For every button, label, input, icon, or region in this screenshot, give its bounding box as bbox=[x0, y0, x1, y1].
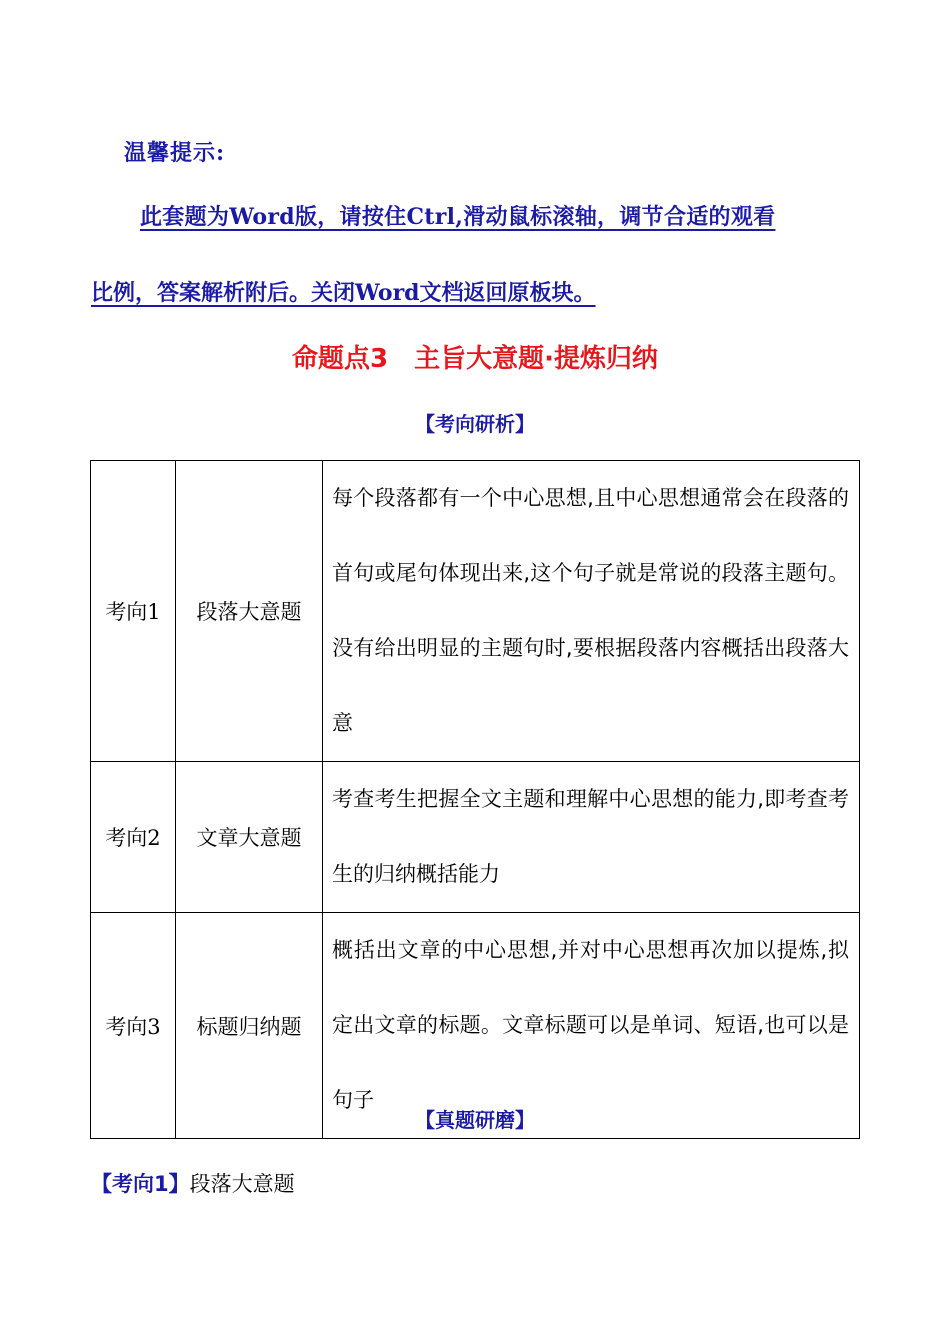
description-cell: 考查考生把握全文主题和理解中心思想的能力,即考查考生的归纳概括能力 bbox=[323, 762, 860, 913]
notice-line-1[interactable]: 此套题为Word版，请按住Ctrl,滑动鼠标滚轴，调节合适的观看 bbox=[140, 204, 776, 230]
table-row bbox=[91, 461, 860, 762]
page-title: 命题点3 主旨大意题·提炼归纳 bbox=[292, 344, 658, 374]
direction-cell: 考向3 bbox=[91, 913, 176, 1139]
sub-heading-label: 【考向1】 bbox=[91, 1172, 190, 1196]
type-name-cell: 段落大意题 bbox=[176, 461, 323, 762]
section-heading-analysis: 【考向研析】 bbox=[415, 412, 535, 436]
notice-line-2[interactable]: 比例，答案解析附后。关闭Word文档返回原板块。 bbox=[91, 280, 596, 306]
direction-cell: 考向2 bbox=[91, 762, 176, 913]
description-cell: 每个段落都有一个中心思想,且中心思想通常会在段落的首句或尾句体现出来,这个句子就是常说的段落主题句。没有给出明显的主题句时,要根据段落内容概括出段落大意 bbox=[323, 461, 860, 762]
type-name-cell: 标题归纳题 bbox=[176, 913, 323, 1139]
analysis-table bbox=[90, 460, 860, 1139]
sub-heading bbox=[91, 1168, 295, 1198]
sub-heading-text: 段落大意题 bbox=[189, 1172, 295, 1196]
direction-cell: 考向1 bbox=[91, 461, 176, 762]
table-row bbox=[91, 762, 860, 913]
type-name-cell: 文章大意题 bbox=[176, 762, 323, 913]
description-cell: 概括出文章的中心思想,并对中心思想再次加以提炼,拟定出文章的标题。文章标题可以是单词、短语,也可以是句子 bbox=[323, 913, 860, 1139]
section-heading-practice: 【真题研磨】 bbox=[415, 1108, 535, 1132]
notice-title: 温馨提示: bbox=[124, 140, 226, 166]
